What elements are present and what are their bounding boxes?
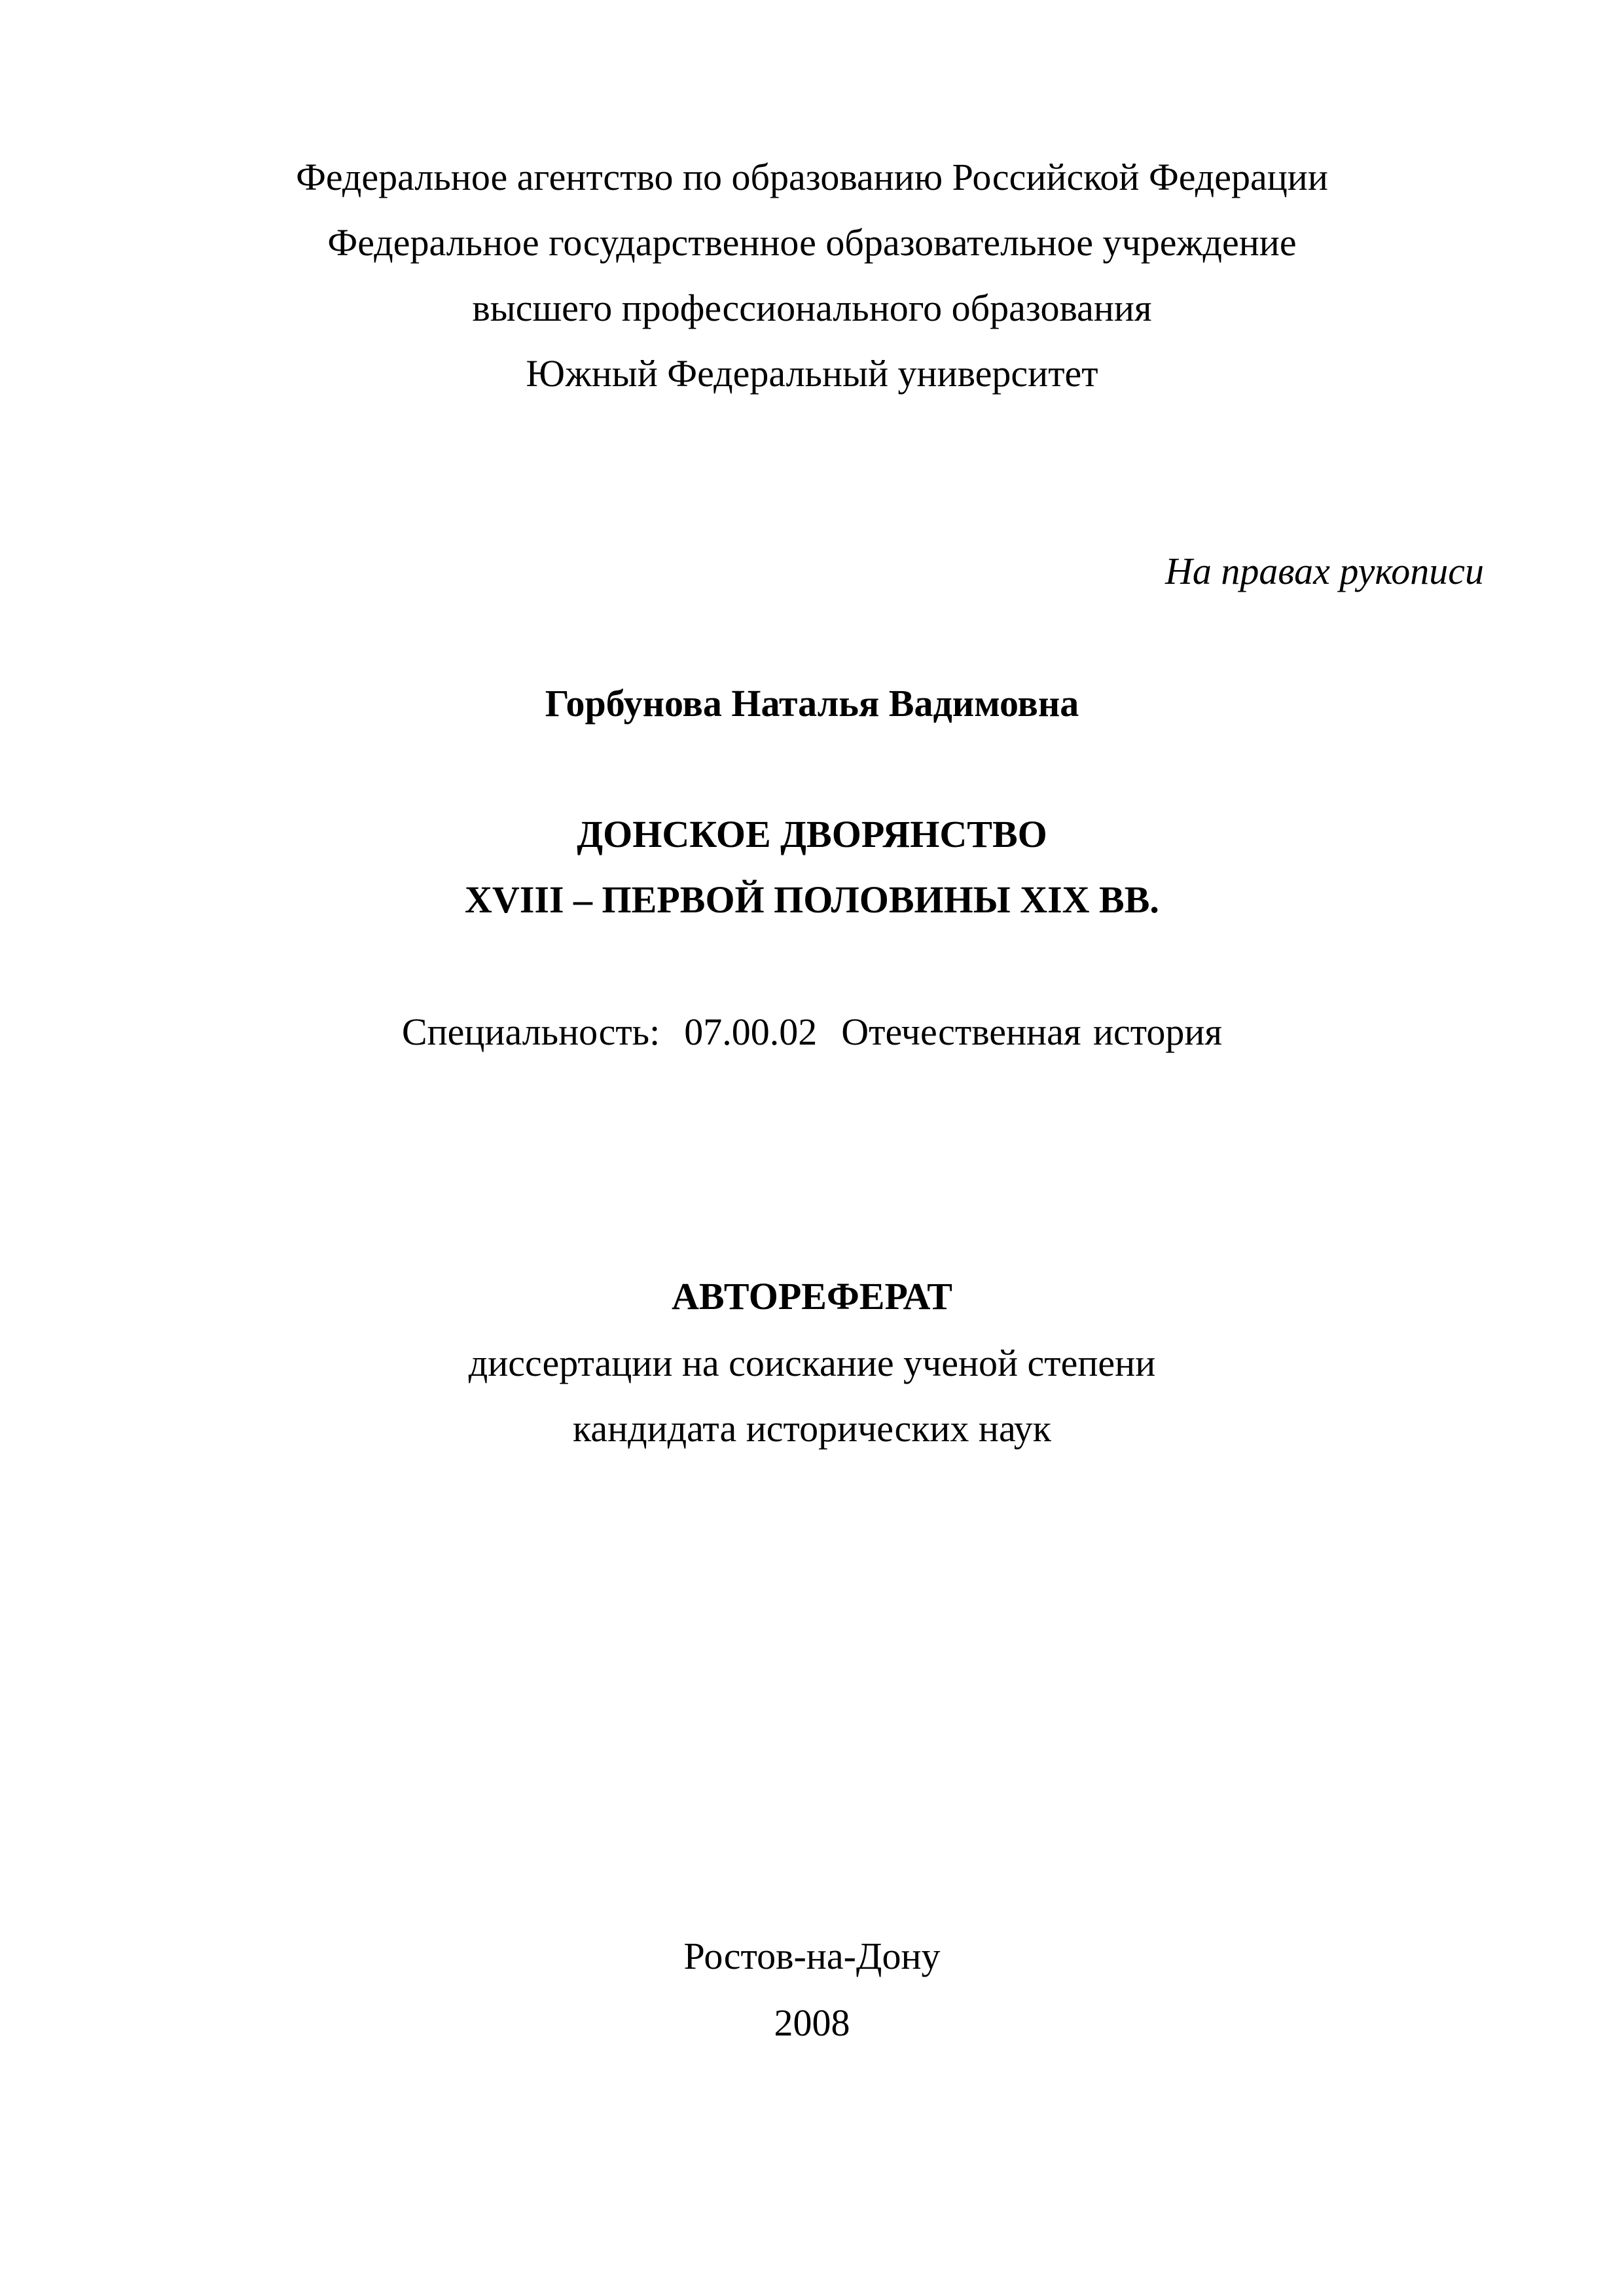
organization-line-4: Южный Федеральный университет <box>526 352 1098 395</box>
city: Ростов-на-Дону <box>683 1935 941 1977</box>
organization-line-2: Федеральное государственное образовательное учреждение <box>327 221 1297 264</box>
document-type: АВТОРЕФЕРАТ <box>672 1275 952 1318</box>
specialty: Специальность: 07.00.02 Отечественная история <box>401 1011 1223 1053</box>
author-name: Горбунова Наталья Вадимовна <box>545 682 1079 725</box>
title-line-2: XVIII – ПЕРВОЙ ПОЛОВИНЫ XIX ВВ. <box>465 878 1159 921</box>
year: 2008 <box>774 2001 850 2044</box>
description-line-2: кандидата исторических наук <box>573 1407 1051 1450</box>
title-line-1: ДОНСКОЕ ДВОРЯНСТВО <box>577 813 1047 855</box>
organization-line-3: высшего профессионального образования <box>472 287 1152 329</box>
description-line-1: диссертации на соискание ученой степени <box>468 1342 1156 1384</box>
organization-line-1: Федеральное агентство по образованию Российской Федерации <box>296 156 1328 198</box>
manuscript-note: На правах рукописи <box>1164 550 1484 592</box>
